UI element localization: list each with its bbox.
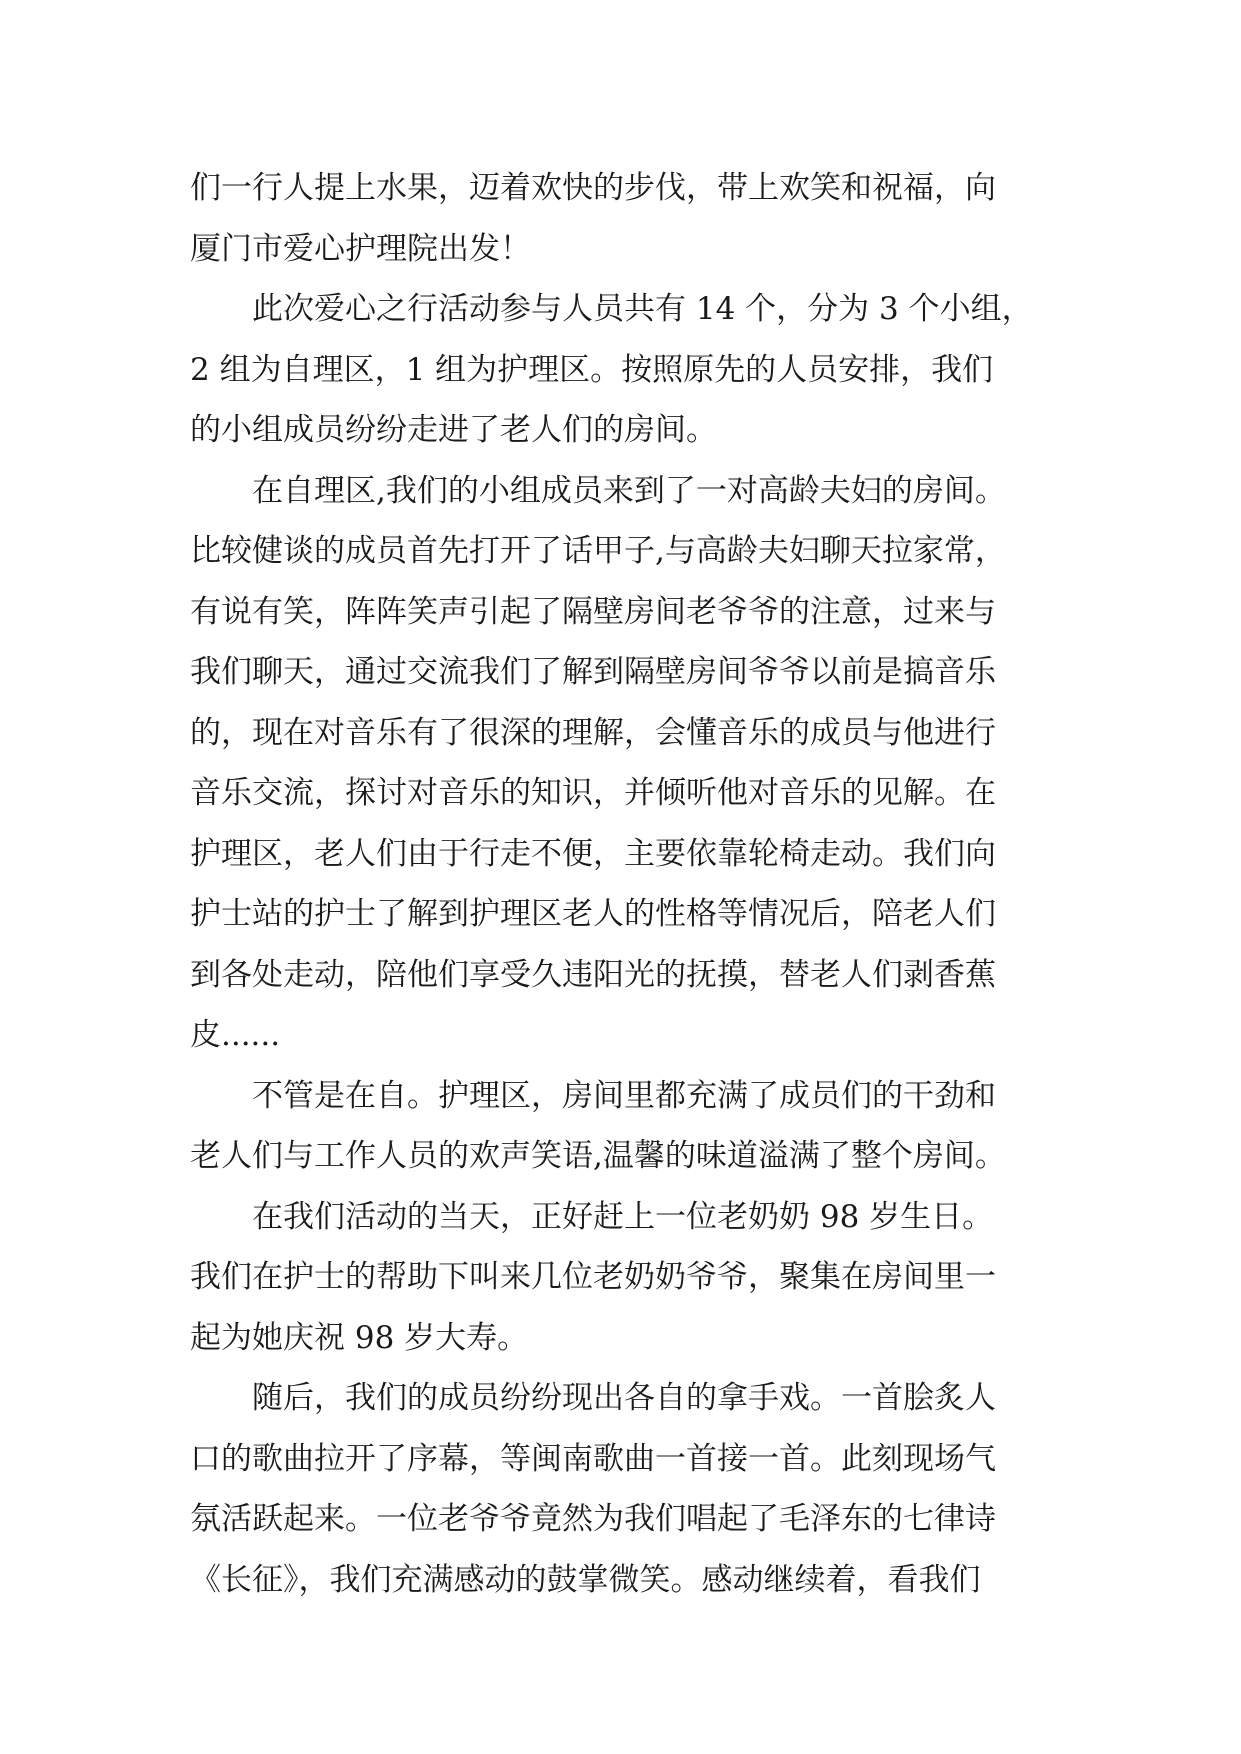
text-line: 厦门市爱心护理院出发！ — [190, 230, 531, 267]
text-line: 不管是在自。护理区，房间里都充满了成员们的干劲和 — [252, 1077, 996, 1114]
text-line: 此次爱心之行活动参与人员共有 14 个，分为 3 个小组， — [252, 291, 1033, 327]
text-line: 2 组为自理区，1 组为护理区。按照原先的人员安排，我们 — [190, 351, 994, 388]
text-line: 我们在护士的帮助下叫来几位老奶奶爷爷，聚集在房间里一 — [190, 1259, 996, 1295]
text-line: 到各处走动，陪他们享受久违阳光的抚摸，替老人们剥香蕉 — [190, 956, 996, 993]
text-line: 口的歌曲拉开了序幕，等闽南歌曲一首接一首。此刻现场气 — [190, 1440, 996, 1477]
text-line: 氛活跃起来。一位老爷爷竟然为我们唱起了毛泽东的七律诗 — [190, 1501, 996, 1537]
text-line: 护理区，老人们由于行走不便，主要依靠轮椅走动。我们向 — [190, 835, 996, 872]
text-line: 皮...... — [190, 1017, 281, 1053]
text-line: 《长征》，我们充满感动的鼓掌微笑。感动继续着，看我们 — [190, 1561, 981, 1598]
text-line: 的，现在对音乐有了很深的理解，会懂音乐的成员与他进行 — [190, 714, 996, 751]
text-line: 在自理区,我们的小组成员来到了一对高龄夫妇的房间。 — [252, 472, 1006, 509]
text-line: 比较健谈的成员首先打开了话甲子,与高龄夫妇聊天拉家常， — [190, 533, 1006, 569]
text-line: 护士站的护士了解到护理区老人的性格等情况后，陪老人们 — [190, 896, 996, 932]
text-line: 老人们与工作人员的欢声笑语,温馨的味道溢满了整个房间。 — [190, 1138, 1006, 1174]
text-line: 有说有笑，阵阵笑声引起了隔壁房间老爷爷的注意，过来与 — [190, 593, 996, 630]
text-line: 在我们活动的当天，正好赶上一位老奶奶 98 岁生日。 — [252, 1198, 994, 1235]
text-line: 的小组成员纷纷走进了老人们的房间。 — [190, 412, 717, 448]
text-line: 起为她庆祝 98 岁大寿。 — [190, 1319, 529, 1356]
body-text — [190, 158, 1060, 1610]
text-line: 们一行人提上水果，迈着欢快的步伐，带上欢笑和祝福，向 — [190, 170, 996, 206]
text-line: 我们聊天，通过交流我们了解到隔壁房间爷爷以前是搞音乐 — [190, 654, 996, 690]
text-line: 随后，我们的成员纷纷现出各自的拿手戏。一首脍炙人 — [252, 1380, 996, 1416]
text-line: 音乐交流，探讨对音乐的知识，并倾听他对音乐的见解。在 — [190, 775, 996, 811]
